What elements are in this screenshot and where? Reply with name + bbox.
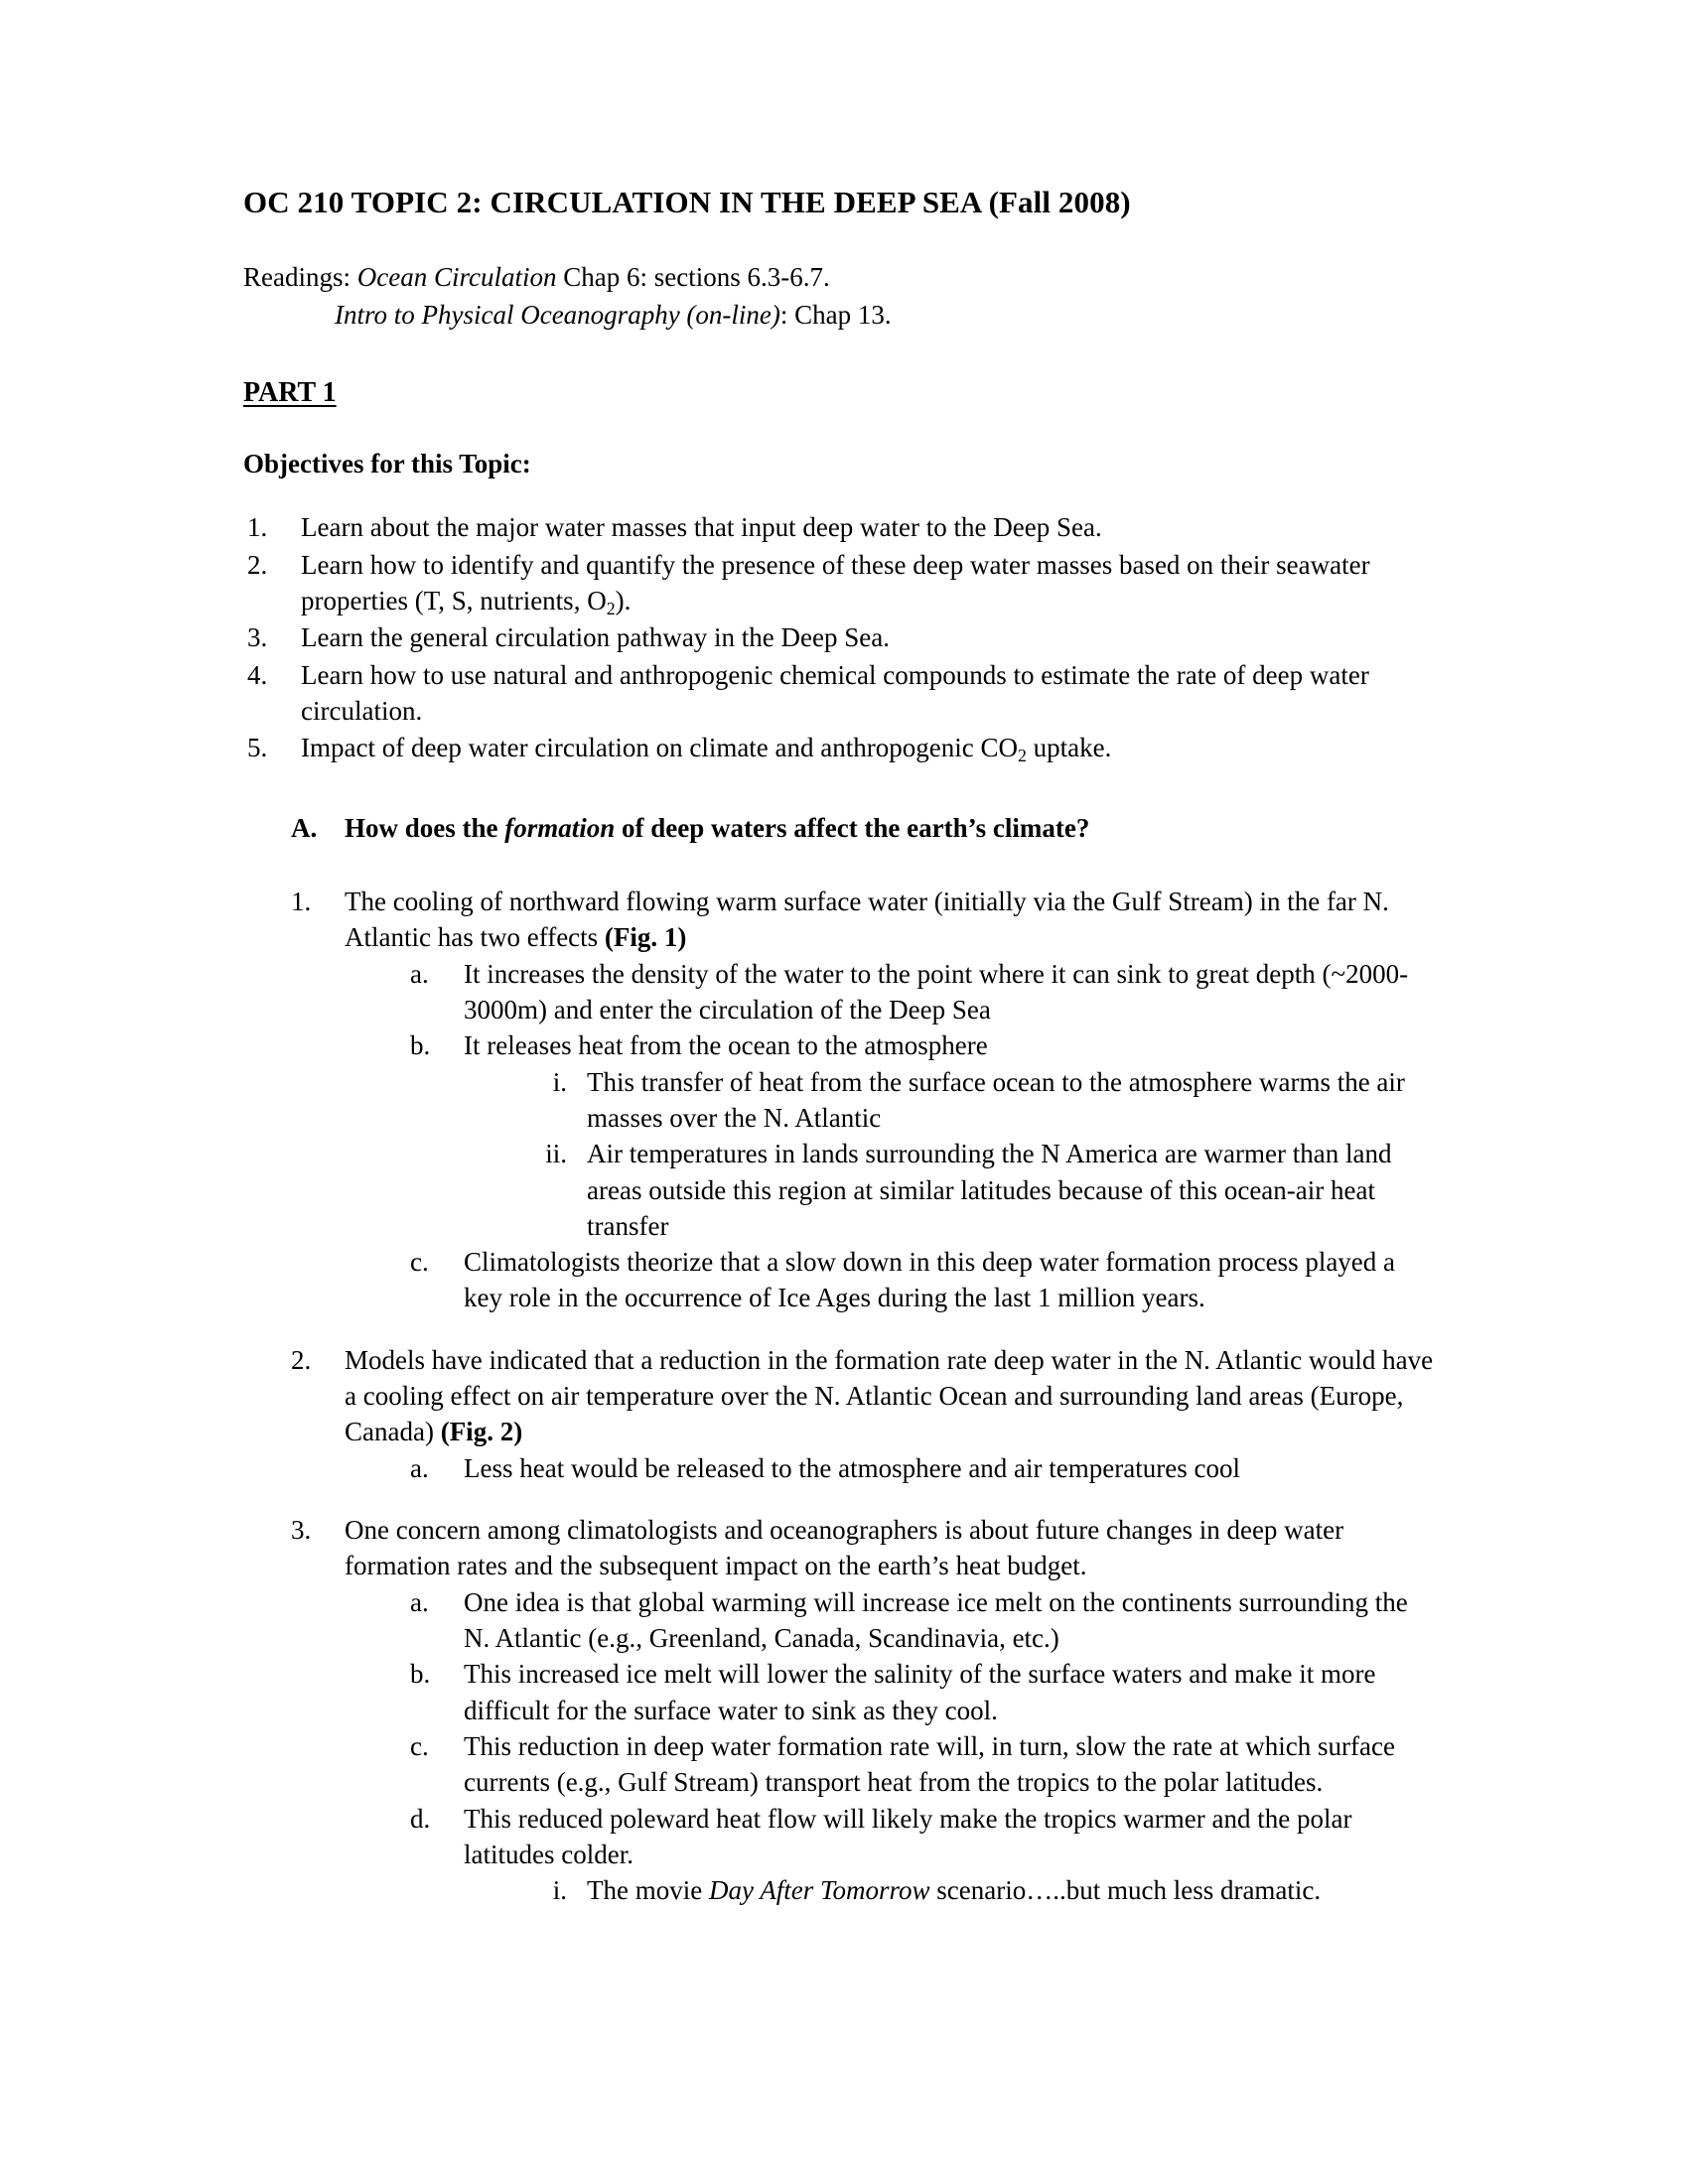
list-text: This reduction in deep water formation rate will, in turn, slow the rate at which surface currents (e.g., Gulf Stream) transport heat from the tropics to the polar latitudes. [464, 1730, 1395, 1798]
list-text-part: Impact of deep water circulation on climate and anthropogenic CO [301, 733, 1018, 763]
subscript: 2 [606, 599, 616, 619]
list-marker: a. [410, 1586, 429, 1617]
list-text: Learn the general circulation pathway in the Deep Sea. [301, 622, 890, 653]
list-text-part: Models have indicated that a reduction in the formation rate deep water in the N. Atlantic would have a cooling effect on air temperature over the N. Atlantic Ocean and surrounding land areas (Europe, Canada) [345, 1344, 1434, 1447]
list-marker: 2. [291, 1344, 312, 1375]
list-text: Less heat would be released to the atmosphere and air temperatures cool [464, 1452, 1240, 1483]
readings-detail-2: : Chap 13. [779, 300, 892, 331]
section-a-heading-emphasis: formation [504, 812, 616, 843]
readings-block [243, 258, 1435, 335]
list-text: It increases the density of the water to the point where it can sink to great depth (~2000-3000m) and enter the circulation of the Deep Sea [464, 958, 1409, 1024]
list-text: Climatologists theorize that a slow down in this deep water formation process played a key role in the occurrence of Ice Ages during the last 1 million years. [464, 1247, 1396, 1313]
part-heading-wrap [243, 377, 1435, 449]
list-item [291, 1512, 1435, 1908]
list-text [587, 1872, 1435, 1908]
list-item [529, 1872, 1435, 1908]
list-text-part: Learn how to identify and quantify the presence of these deep water masses based on their seawater properties (T, S, nutrients, O [301, 549, 1370, 616]
list-text [301, 547, 1435, 619]
list-text: It releases heat from the ocean to the atmosphere [464, 1030, 988, 1061]
list-marker: 4. [247, 659, 268, 690]
list-item [291, 884, 1435, 1316]
movie-title: Day After Tomorrow [708, 1875, 930, 1906]
list-marker: 3. [247, 622, 268, 653]
readings-title-1: Ocean Circulation [356, 261, 557, 292]
list-text: Learn about the major water masses that input deep water to the Deep Sea. [301, 512, 1102, 543]
list-marker: 3. [291, 1515, 312, 1546]
list-item [410, 1027, 1435, 1244]
list-text: This reduced poleward heat flow will likely make the tropics warmer and the polar latitudes colder. [464, 1803, 1352, 1869]
list-marker: i. [552, 1875, 567, 1906]
page-title: OC 210 TOPIC 2: CIRCULATION IN THE DEEP SEA (Fall 2008) [243, 185, 1131, 219]
list-marker: d. [410, 1803, 431, 1834]
list-item [410, 1584, 1435, 1657]
list-text: One idea is that global warming will increase ice melt on the continents surrounding the N. Atlantic (e.g., Greenland, Canada, Scandinavia, etc.) [464, 1586, 1408, 1653]
list-text: Air temperatures in lands surrounding the N America are warmer than land areas outside this region at similar latitudes because of this ocean-air heat transfer [587, 1139, 1392, 1241]
list-item [243, 730, 1435, 765]
list-text-part: The movie [587, 1875, 709, 1906]
list-item [410, 1450, 1435, 1486]
list-text-part: uptake. [1026, 733, 1112, 763]
readings-title-2: Intro to Physical Oceanography (on-line) [335, 300, 780, 331]
list-marker: c. [410, 1730, 429, 1761]
list-text-part: scenario…..but much less dramatic. [929, 1875, 1322, 1906]
section-a-heading-before: How does the [345, 812, 505, 843]
figure-reference: (Fig. 2) [440, 1417, 523, 1447]
objectives-heading: Objectives for this Topic: [243, 449, 531, 479]
list-marker: a. [410, 958, 429, 989]
readings-label: Readings: [243, 261, 351, 292]
sub-list [345, 1450, 1435, 1486]
subscript: 2 [1017, 746, 1027, 766]
list-item [243, 619, 1435, 655]
list-item [243, 509, 1435, 545]
list-marker: i. [552, 1066, 567, 1097]
objectives-list [243, 509, 1435, 765]
list-text-part: The cooling of northward flowing warm surface water (initially via the Gulf Stream) in the far N. Atlantic has two effects [345, 887, 1389, 953]
sub-sub-list [464, 1064, 1435, 1245]
list-text: One concern among climatologists and oceanographers is about future changes in deep water formation rates and the subsequent impact on the earth’s heat budget. [345, 1515, 1344, 1581]
list-marker: b. [410, 1030, 431, 1061]
part-heading: PART 1 [243, 377, 337, 409]
list-marker: 2. [247, 549, 268, 580]
section-a-heading [291, 810, 1435, 846]
document-body [243, 184, 1435, 1908]
list-item [291, 1342, 1435, 1486]
list-marker: ii. [545, 1139, 567, 1169]
list-marker: c. [410, 1247, 429, 1278]
readings-detail-1: Chap 6: sections 6.3-6.7. [556, 261, 830, 292]
list-marker: a. [410, 1452, 429, 1483]
list-text: Learn how to use natural and anthropogenic chemical compounds to estimate the rate of deep water circulation. [301, 659, 1369, 726]
list-marker: 1. [247, 512, 268, 543]
list-text [301, 730, 1435, 765]
list-item [410, 956, 1435, 1028]
list-text [345, 884, 1435, 956]
sub-sub-list [464, 1872, 1435, 1908]
list-marker: b. [410, 1659, 431, 1690]
list-item [410, 1728, 1435, 1801]
list-item [243, 657, 1435, 730]
figure-reference: (Fig. 1) [604, 922, 687, 953]
list-item [410, 1656, 1435, 1728]
list-item [243, 547, 1435, 619]
sub-list [345, 1584, 1435, 1909]
section-a [243, 810, 1435, 1909]
readings-line-2 [243, 296, 1435, 334]
list-item [529, 1064, 1435, 1137]
section-a-marker: A. [291, 812, 318, 843]
list-text: This increased ice melt will lower the salinity of the surface waters and make it more difficult for the surface water to sink as they cool. [464, 1659, 1376, 1725]
list-text [345, 1342, 1435, 1450]
section-a-list [291, 884, 1435, 1908]
list-item [529, 1136, 1435, 1244]
list-text-part: ). [615, 586, 632, 616]
section-a-heading-after: of deep waters affect the earth’s climate? [615, 812, 1090, 843]
list-text: This transfer of heat from the surface ocean to the atmosphere warms the air masses over the N. Atlantic [587, 1066, 1405, 1133]
list-item [410, 1244, 1435, 1316]
list-marker: 1. [291, 887, 312, 917]
list-marker: 5. [247, 733, 268, 763]
list-item [410, 1801, 1435, 1909]
sub-list [345, 956, 1435, 1316]
